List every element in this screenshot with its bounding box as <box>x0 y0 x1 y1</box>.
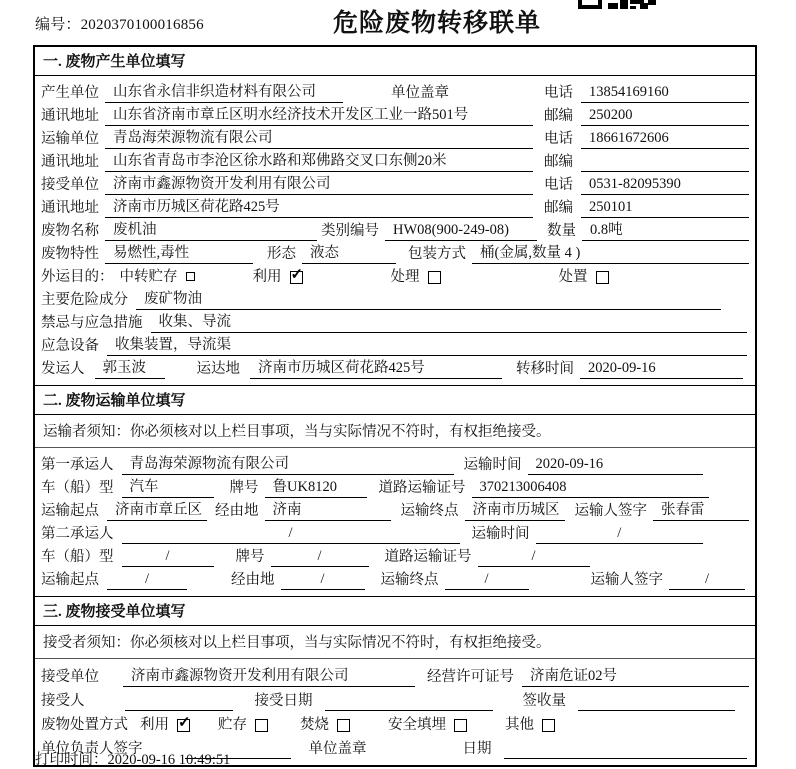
end2-field[interactable]: / <box>445 569 529 590</box>
addr1-label: 通讯地址 <box>41 108 99 124</box>
seal-label: 单位盖章 <box>391 85 449 101</box>
receive-unit-row <box>41 663 749 687</box>
shipper-label: 发运人 <box>41 361 85 377</box>
producer-row <box>41 80 749 103</box>
sign2-label: 运输人签字 <box>590 572 663 588</box>
section3-title: 三. 废物接受单位填写 <box>35 596 755 626</box>
addr1-field: 山东省济南市章丘区明水经济技术开发区工业一路501号 <box>105 105 533 126</box>
section1-title: 一. 废物产生单位填写 <box>35 47 755 76</box>
disposal-row <box>41 711 749 735</box>
purpose-dispose-checkbox[interactable] <box>596 271 609 284</box>
origin2-label: 运输起点 <box>41 572 99 588</box>
permit2-label: 道路运输证号 <box>384 549 472 565</box>
manager-sign-label: 单位负责人签字 <box>41 741 143 757</box>
equipment-field: 收集装置，导流渠 <box>107 335 747 356</box>
taboo-field: 收集、导流 <box>151 312 748 333</box>
purpose-row <box>41 264 749 287</box>
plate1-label: 牌号 <box>229 480 259 496</box>
phone3-label: 电话 <box>544 177 573 193</box>
purpose-option-dispose <box>559 267 609 287</box>
end1-field: 济南市历城区 <box>465 500 565 521</box>
qty-field: 0.8吨 <box>582 220 749 241</box>
origin1-label: 运输起点 <box>41 503 99 519</box>
zip2-field[interactable] <box>581 152 749 172</box>
qty-label: 数量 <box>547 223 576 239</box>
equipment-row <box>41 333 749 356</box>
traits-field: 易燃性,毒性 <box>105 243 253 264</box>
transporter-row <box>41 126 749 149</box>
permit1-label: 道路运输证号 <box>378 480 466 496</box>
disposal-label: 废物处置方式 <box>41 717 128 733</box>
carrier1-row <box>41 452 749 475</box>
state-label: 形态 <box>267 246 296 262</box>
purpose-option-treat <box>391 267 441 287</box>
vehicle1-row <box>41 475 749 498</box>
vehicle-type1-label: 车（船）型 <box>41 480 114 496</box>
receive-date-field[interactable] <box>325 691 493 711</box>
document-number <box>35 13 204 34</box>
disposal-use-label: 利用 <box>140 717 169 733</box>
route1-row <box>41 498 749 521</box>
amount-field[interactable] <box>578 691 735 711</box>
form-box <box>33 45 757 767</box>
shipper-field: 郭玉波 <box>95 358 165 379</box>
disposal-other-checkbox[interactable] <box>542 719 555 732</box>
taboo-row <box>41 310 749 333</box>
document-number-label: 编号： <box>35 17 81 33</box>
disposal-landfill-label: 安全填埋 <box>388 717 446 733</box>
zip3-field: 250101 <box>581 197 749 218</box>
receiver-label: 接受单位 <box>41 177 99 193</box>
purpose-transfer-label: 中转贮存 <box>119 269 178 285</box>
addr2-label: 通讯地址 <box>41 154 99 170</box>
purpose-label: 外运目的： <box>41 269 114 285</box>
hazard-label: 主要危险成分 <box>41 292 128 308</box>
document-header <box>0 0 796 44</box>
carrier2-label: 第二承运人 <box>41 526 114 542</box>
receiver-notice: 接受者须知：你必须核对以上栏目事项，当与实际情况不符时，有权拒绝接受。 <box>35 626 755 659</box>
waste-name-row <box>41 218 749 241</box>
shipper-row <box>41 356 749 379</box>
purpose-transfer-checkbox[interactable] <box>186 272 195 281</box>
transporter-field: 青岛海荣源物流有限公司 <box>105 128 533 149</box>
license-field: 济南危证02号 <box>522 666 749 687</box>
amount-label: 签收量 <box>522 693 566 709</box>
transfer-time-label: 转移时间 <box>516 361 574 377</box>
sign1-label: 运输人签字 <box>574 503 647 519</box>
section2-body <box>35 448 755 596</box>
transport-time1-label: 运输时间 <box>463 457 522 473</box>
page-title: 危险废物转移联单 <box>333 10 542 37</box>
print-time-label: 打印时间： <box>35 752 108 768</box>
disposal-incinerate-checkbox[interactable] <box>337 719 350 732</box>
carrier2-row <box>41 521 749 544</box>
transporter-label: 运输单位 <box>41 131 99 147</box>
destination-field: 济南市历城区荷花路425号 <box>250 358 502 379</box>
print-time-value: 2020-09-16 10:49:51 <box>107 752 231 768</box>
purpose-dispose-label: 处置 <box>558 269 588 285</box>
plate2-label: 牌号 <box>235 549 265 565</box>
purpose-treat-checkbox[interactable] <box>428 271 441 284</box>
receive-date-label: 接受日期 <box>254 693 313 709</box>
transport-time2-label: 运输时间 <box>471 526 530 542</box>
end1-label: 运输终点 <box>400 503 459 519</box>
origin2-field[interactable]: / <box>107 569 187 590</box>
purpose-use-label: 利用 <box>252 269 282 285</box>
unit-seal-label: 单位盖章 <box>308 741 367 757</box>
state-field: 液态 <box>302 243 396 264</box>
receiver-address-row <box>41 195 749 218</box>
pack-label: 包装方式 <box>408 246 466 262</box>
phone1-field: 13854169160 <box>581 82 749 103</box>
vehicle-type2-field[interactable]: / <box>122 546 214 567</box>
via1-label: 经由地 <box>215 503 259 519</box>
document-number-value: 2020370100016856 <box>80 17 204 33</box>
zip2-label: 邮编 <box>544 154 573 170</box>
taboo-label: 禁忌与应急措施 <box>41 315 143 331</box>
category-label: 类别编号 <box>321 223 379 239</box>
addr3-field: 济南市历城区荷花路425号 <box>105 197 533 218</box>
purpose-option-transfer <box>120 267 195 287</box>
section2-title: 二. 废物运输单位填写 <box>35 385 755 415</box>
disposal-store-checkbox[interactable] <box>255 719 268 732</box>
waste-name-field: 废机油 <box>105 220 317 241</box>
disposal-use-checkbox[interactable] <box>177 719 190 732</box>
vehicle-type1-field: 汽车 <box>122 477 214 498</box>
addr2-field: 山东省青岛市李沧区徐水路和郑佛路交叉口东侧20米 <box>105 151 533 172</box>
transporter-address-row <box>41 149 749 172</box>
transfer-time-field: 2020-09-16 <box>580 358 743 379</box>
sign1-field: 张春雷 <box>653 500 749 521</box>
producer-field: 山东省永信非织造材料有限公司 <box>105 82 343 103</box>
category-field: HW08(900-249-08) <box>385 220 537 241</box>
plate1-field: 鲁UK8120 <box>265 477 367 498</box>
carrier1-field: 青岛海荣源物流有限公司 <box>122 454 454 475</box>
qr-code-fragment <box>578 0 656 9</box>
origin1-field: 济南市章丘区 <box>107 500 207 521</box>
receive-person-label: 接受人 <box>41 693 85 709</box>
via2-label: 经由地 <box>231 572 275 588</box>
phone1-label: 电话 <box>544 85 573 101</box>
sign-date-field[interactable] <box>504 739 748 759</box>
disposal-incinerate-label: 焚烧 <box>300 717 329 733</box>
carrier2-field[interactable]: / <box>122 523 460 544</box>
destination-label: 运达地 <box>196 361 240 377</box>
disposal-option-landfill <box>388 715 467 735</box>
transport-time2-field[interactable]: / <box>536 523 704 544</box>
pack-field: 桶(金属,数量 4 ) <box>472 243 749 264</box>
receive-unit-label: 接受单位 <box>41 669 99 685</box>
transport-time1-field: 2020-09-16 <box>528 454 704 475</box>
sign-date-label: 日期 <box>462 741 492 757</box>
section1-body <box>35 76 755 385</box>
phone2-label: 电话 <box>544 131 573 147</box>
purpose-treat-label: 处理 <box>390 269 420 285</box>
disposal-option-incinerate <box>300 715 350 735</box>
phone2-field: 18661672606 <box>581 128 749 149</box>
waste-traits-row <box>41 241 749 264</box>
sign2-field[interactable]: / <box>669 569 745 590</box>
waste-name-label: 废物名称 <box>41 223 99 239</box>
disposal-option-store <box>218 715 268 735</box>
zip1-field: 250200 <box>581 105 749 126</box>
disposal-landfill-checkbox[interactable] <box>454 719 467 732</box>
disposal-option-use <box>140 715 190 735</box>
print-time <box>35 748 230 769</box>
equipment-label: 应急设备 <box>41 338 99 354</box>
purpose-option-use <box>253 267 303 287</box>
vehicle-type2-label: 车（船）型 <box>41 549 114 565</box>
disposal-store-label: 贮存 <box>218 717 247 733</box>
addr3-label: 通讯地址 <box>41 200 99 216</box>
vehicle2-row <box>41 544 749 567</box>
receive-person-row <box>41 687 749 711</box>
end2-label: 运输终点 <box>380 572 439 588</box>
receiver-field: 济南市鑫源物资开发利用有限公司 <box>105 174 533 195</box>
receive-unit-field: 济南市鑫源物资开发利用有限公司 <box>123 666 415 687</box>
permit2-field[interactable]: / <box>478 546 590 567</box>
permit1-field: 370213006408 <box>472 477 710 498</box>
transporter-notice: 运输者须知：你必须核对以上栏目事项，当与实际情况不符时，有权拒绝接受。 <box>35 415 755 448</box>
zip3-label: 邮编 <box>544 200 573 216</box>
hazard-row <box>41 287 749 310</box>
disposal-other-label: 其他 <box>505 717 534 733</box>
phone3-field: 0531-82095390 <box>581 174 749 195</box>
plate2-field[interactable]: / <box>271 546 369 567</box>
route2-row <box>41 567 749 590</box>
receiver-row <box>41 172 749 195</box>
via1-field: 济南 <box>265 500 391 521</box>
traits-label: 废物特性 <box>41 246 99 262</box>
producer-label: 产生单位 <box>41 85 99 101</box>
carrier1-label: 第一承运人 <box>41 457 114 473</box>
producer-address-row <box>41 103 749 126</box>
purpose-use-checkbox[interactable] <box>290 271 303 284</box>
disposal-option-other <box>505 715 555 735</box>
receive-person-field[interactable] <box>125 691 233 711</box>
license-label: 经营许可证号 <box>427 669 514 685</box>
via2-field[interactable]: / <box>281 569 365 590</box>
hazard-field: 废矿物油 <box>136 289 721 310</box>
zip1-label: 邮编 <box>544 108 573 124</box>
